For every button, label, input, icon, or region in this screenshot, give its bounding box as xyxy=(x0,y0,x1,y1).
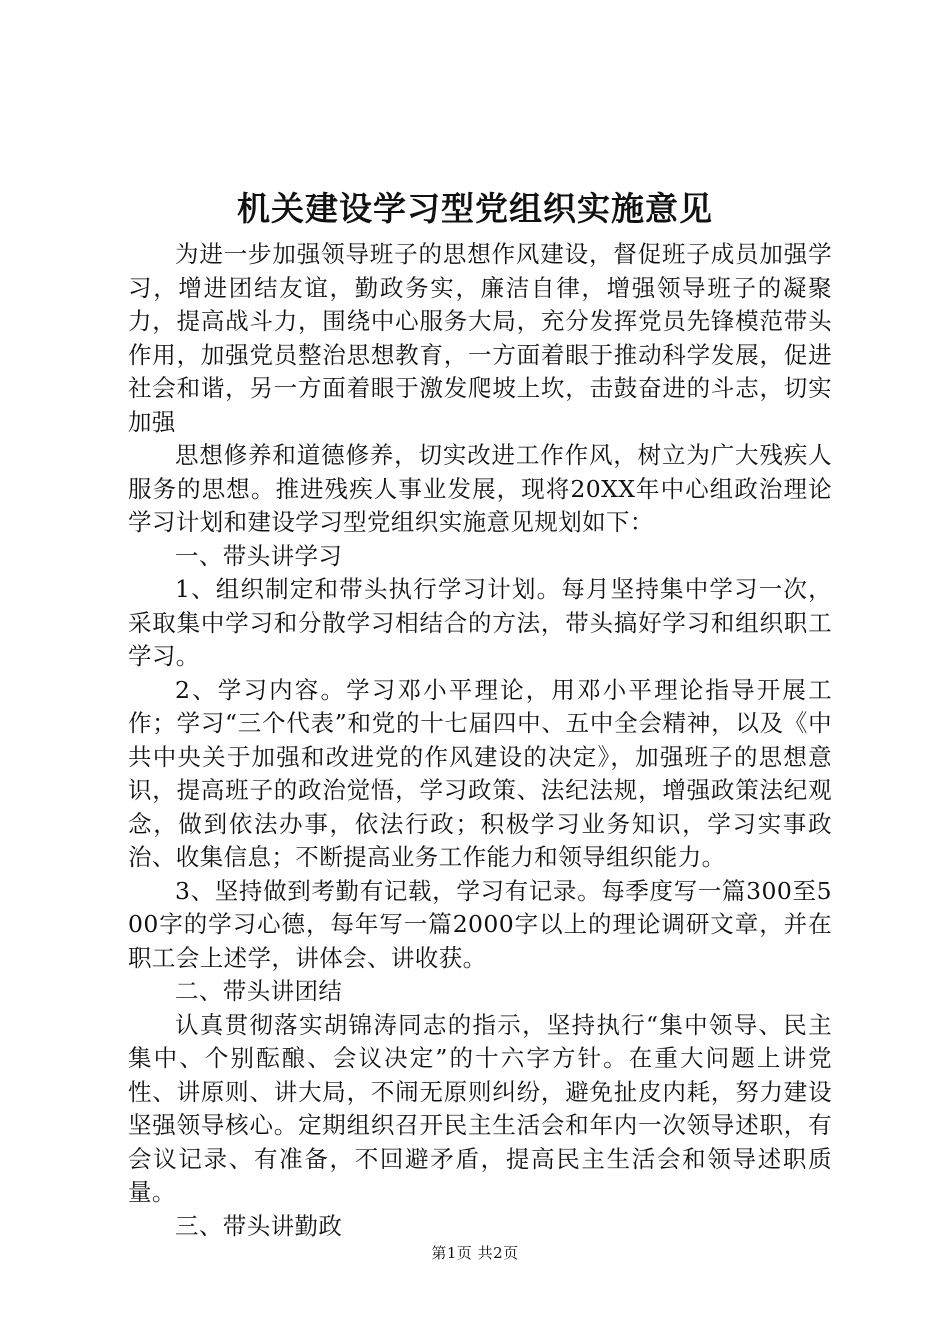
paragraph-continuation: 思想修养和道德修养，切实改进工作作风，树立为广大残疾人服务的思想。推进残疾人事业发展，现将20XX年中心组政治理论学习计划和建设学习型党组织实施意见规划如下： xyxy=(128,441,832,536)
section-heading-diligence: 三、带头讲勤政 xyxy=(175,1211,343,1240)
paragraph-intro: 为进一步加强领导班子的思想作风建设，督促班子成员加强学习，增进团结友谊，勤政务实，廉洁自律，增强领导班子的凝聚力，提高战斗力，围绕中心服务大局，充分发挥党员先锋模范带头作用，加强党员整治思想教育，一方面着眼于推动科学发展，促进社会和谐，另一方面着眼于激发爬坡上坎，击鼓奋进的斗志，切实加强 xyxy=(128,240,832,436)
document-title: 机关建设学习型党组织实施意见 xyxy=(237,189,713,228)
paragraph-study-3: 3、坚持做到考勤有记载，学习有记录。每季度写一篇300至500字的学习心德，每年写一篇2000字以上的理论调研文章，并在职工会上述学，讲体会、讲收获。 xyxy=(128,876,832,972)
page-number-footer: 第1页 共2页 xyxy=(431,1244,519,1262)
section-heading-study: 一、带头讲学习 xyxy=(175,541,343,570)
section-heading-unity: 二、带头讲团结 xyxy=(175,977,343,1005)
paragraph-study-1: 1、组织制定和带头执行学习计划。每月坚持集中学习一次，采取集中学习和分散学习相结合的方法，带头搞好学习和组织职工学习。 xyxy=(128,575,832,670)
paragraph-unity: 认真贯彻落实胡锦涛同志的指示，坚持执行“集中领导、民主集中、个别酝酿、会议决定”的十六字方针。在重大问题上讲党性、讲原则、讲大局，不闹无原则纠纷，避免扯皮内耗，努力建设坚强领导核心。定期组织召开民主生活会和年内一次领导述职，有会议记录、有准备，不回避矛盾，提高民主生活会和领导述职质量。 xyxy=(128,1010,832,1206)
paragraph-study-2: 2、学习内容。学习邓小平理论，用邓小平理论指导开展工作；学习“三个代表”和党的十七届四中、五中全会精神，以及《中共中央关于加强和改进党的作风建设的决定》，加强班子的思想意识，提高班子的政治觉悟，学习政策、法纪法规，增强政策法纪观念，做到依法办事，依法行政；积极学习业务知识，学习实事政治、收集信息；不断提高业务工作能力和领导组织能力。 xyxy=(128,675,832,871)
document-body xyxy=(128,238,832,1243)
